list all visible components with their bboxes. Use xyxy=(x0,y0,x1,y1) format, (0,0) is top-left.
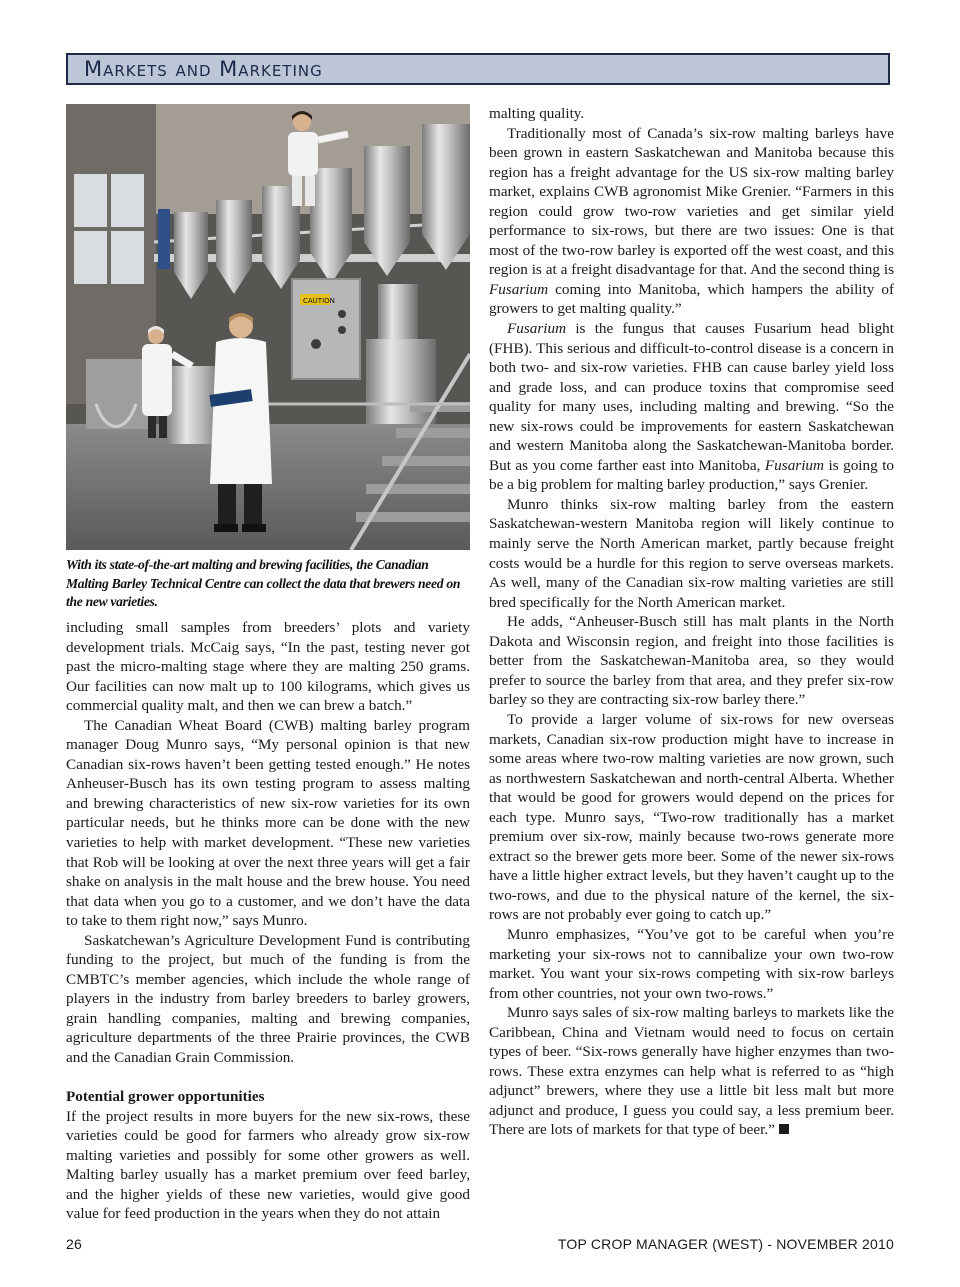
brewing-facility-illustration xyxy=(66,104,470,550)
lab-photo xyxy=(66,104,470,550)
left-paragraph-3: Saskatchewan’s Agriculture Development Fund is contributing funding to the project, but much of the funding is from the CMBTC’s member agencies, which include the whole range of players in the industry from barley breeders to barley growers, grain handling companies, malting and brewing companies, agriculture departments of the three Prairie provinces, the CWB and the Canadian Grain Commission. xyxy=(66,931,470,1067)
right-paragraph-8-text: Munro says sales of six-row malting barleys to markets like the Caribbean, China and Vietnam would need to focus on certain types of beer. “Six-rows generally have higher enzymes than two-rows. These extra enzymes can help what is referred to as “high adjunct” brewers, where they use a little bit less malt but more adjunct and produce, I guess you could say, a less premium beer. There are lots of markets for that type of beer.” xyxy=(489,1004,894,1139)
section-header xyxy=(66,53,890,85)
right-paragraph-2 xyxy=(489,124,894,319)
left-paragraph-2: The Canadian Wheat Board (CWB) malting barley program manager Doug Munro says, “My personal opinion is that new Canadian six-rows haven’t been getting tested enough.” He notes Anheuser-Busch has its own testing program to assess malting and brewing characteristics of new six-row varieties for its own particular needs, but he thinks more can be done with the new varieties to help with market development. “These new varieties that Rob will be looking at over the next three years will get a fair shake on analysis in the malt house and the brew house. You need that data when you go to a customer, and we don’t have the data to take to them right now,” says Munro. xyxy=(66,716,470,930)
fusarium-term: Fusarium xyxy=(764,456,824,474)
right-paragraph-8 xyxy=(489,1003,894,1140)
right-paragraph-3-end: is going to be a big problem for malting barley production,” says Grenier. xyxy=(489,456,895,494)
right-paragraph-7: Munro emphasizes, “You’ve got to be careful when you’re marketing your six-rows not to cannibalize your own two-row market. You want your six-rows competing with six-row barleys from other countries, not your own two-rows.” xyxy=(489,925,894,1002)
section-title: Markets and Marketing xyxy=(84,57,323,81)
right-paragraph-2-end: coming into Manitoba, which hampers the ability of growers to get malting quality.” xyxy=(489,280,895,318)
page-number: 26 xyxy=(66,1236,82,1252)
right-paragraph-2-text: Traditionally most of Canada’s six-row malting barleys have been grown in eastern Saskatchewan and Manitoba because this region has a freight advantage for the US six-row malting barley market, explains CWB agronomist Mike Grenier. “Farmers in this region could grow two-row varieties and get similar yield performance to six-rows, but there are two issues: One is that most of the two-row barley is exported off the west coast, and this region is at a freight disadvantage for that. And the second thing is xyxy=(489,124,894,279)
caution-sign-text: CAUTION xyxy=(303,297,335,305)
right-paragraph-5: He adds, “Anheuser-Busch still has malt plants in the North Dakota and Wisconsin region, and freight into those facilities is better from the Saskatchewan-Manitoba area, so they would prefer to source the barley from that area, and they prefer six-row barley so they are contracting six-row barley there.” xyxy=(489,613,894,709)
right-paragraph-6: To provide a larger volume of six-rows for new overseas markets, Canadian six-row production might have to increase in some areas where two-row malting varieties are now grown, such as northwestern Saskatchewan and north-central Alberta. Whether that would be good for growers would depend on the prices for each type. Munro says, “Two-row traditionally has a market premium over six-row, mainly because two-rows generate more extract so the brewer gets more beer. Some of the newer six-rows have a little higher extract levels, but they haven’t caught up to the two-rows, and due to the physical nature of the kernel, the six-rows are not probably ever going to catch up.” xyxy=(489,710,895,924)
right-column xyxy=(489,104,894,1140)
left-paragraph-1: including small samples from breeders’ plots and variety development trials. McCaig says, “In the past, testing never got past the micro-malting stage where they are malting 250 grams. Our facilities can now malt up to 100 kilograms, which gives us commercial quality malt, and then we can brew a batch.” xyxy=(66,619,470,715)
paragraph-gap xyxy=(66,1068,470,1088)
right-paragraph-3-text: is the fungus that causes Fusarium head blight (FHB). This serious and difficult-to-control disease is a concern in both two- and six-row varieties. FHB can cause barley yield loss and grade loss, and can produce toxins that compromise seed quality for many uses, including malting and brewing. “So the new six-rows could be improvements for eastern Saskatchewan and western Manitoba along the Saskatchewan-Manitoba border. But as you come farther east into Manitoba, xyxy=(489,320,894,474)
left-column xyxy=(66,618,470,1224)
left-paragraph-4: If the project results in more buyers for the new six-rows, these varieties could be good for farmers who already grow six-row malting varieties and possibly for some other growers as well. Malting barley usually has a market premium over feed barley, and the higher yields of these new varieties, would give good value for feed production in the years when they do not attain xyxy=(66,1107,470,1223)
right-paragraph-1: malting quality. xyxy=(489,105,585,122)
fusarium-term: Fusarium xyxy=(507,320,567,338)
right-paragraph-4: Munro thinks six-row malting barley from the eastern Saskatchewan-western Manitoba region will likely continue to mainly serve the North American market, partly because freight costs would be a hurdle for this region to serve overseas markets. As well, many of the Canadian six-row malting varieties are still bred specifically for the North American market. xyxy=(489,495,894,611)
fusarium-term: Fusarium xyxy=(489,280,549,298)
end-mark-icon xyxy=(779,1124,789,1134)
right-paragraph-3 xyxy=(489,319,894,495)
subheading-grower-opportunities: Potential grower opportunities xyxy=(66,1088,265,1106)
footer-publication: TOP CROP MANAGER (WEST) - NOVEMBER 2010 xyxy=(557,1236,894,1252)
photo-caption: With its state-of-the-art malting and brewing facilities, the Canadian Malting Barley Technical Centre can collect the data that brewers need on the new varieties. xyxy=(66,557,461,609)
